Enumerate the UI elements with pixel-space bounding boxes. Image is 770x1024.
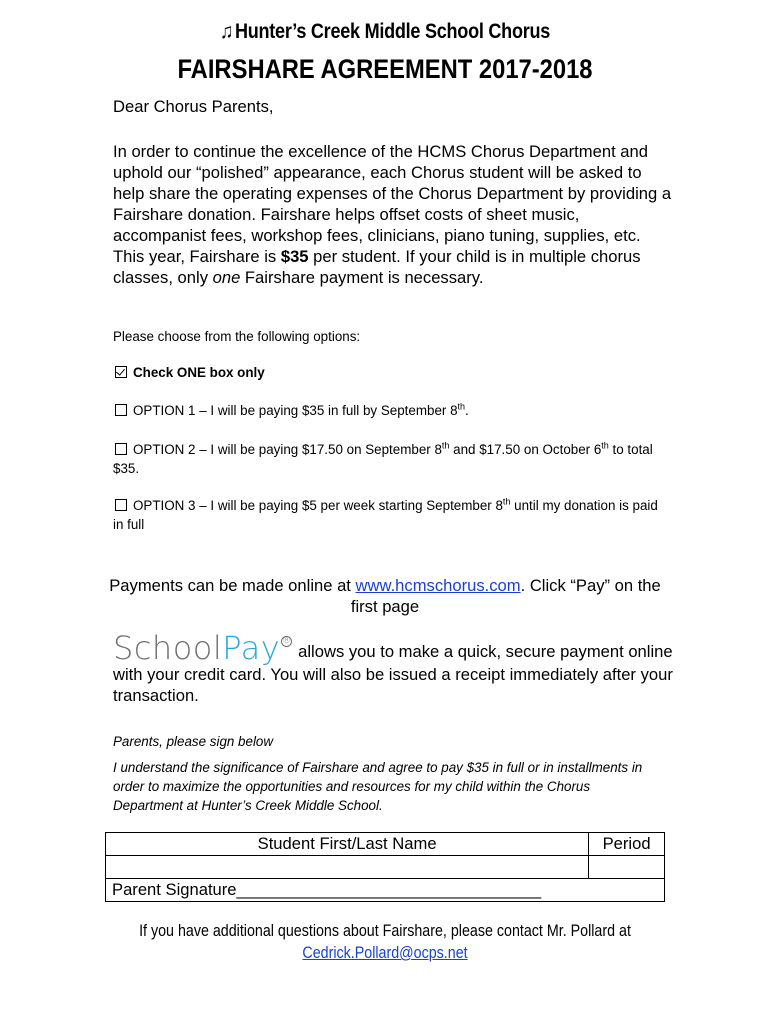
option-3-text-a: OPTION 3 – I will be paying $5 per week starting September 8 bbox=[133, 498, 503, 513]
check-one-text: Check ONE box only bbox=[133, 365, 265, 380]
registered-icon: ® bbox=[282, 636, 292, 646]
greeting: Dear Chorus Parents, bbox=[113, 97, 274, 116]
option-2-checkbox[interactable] bbox=[115, 443, 127, 455]
email-link[interactable]: Cedrick.Pollard@ocps.net bbox=[302, 943, 468, 962]
fairshare-amount: $35 bbox=[280, 247, 309, 266]
option-3-checkbox[interactable] bbox=[115, 499, 127, 511]
option-1-text: OPTION 1 – I will be paying $35 in full by September 8 bbox=[133, 403, 458, 418]
agreement-statement: I understand the significance of Fairshare and agree to pay $35 in full or in installments in order to maximize the opportunities and resources for my child within the Chorus Department at Hunter’s Creek Middle School. bbox=[113, 760, 643, 813]
footer-contact bbox=[54, 920, 716, 964]
table-row bbox=[106, 879, 665, 902]
option-2 bbox=[113, 440, 658, 478]
school-name-heading bbox=[54, 20, 716, 44]
option-3-text-b: until my donation is paid in full bbox=[113, 498, 658, 532]
schoolpay-logo-school: School bbox=[113, 629, 223, 667]
student-name-header: Student First/Last Name bbox=[106, 833, 589, 856]
table-row bbox=[106, 833, 665, 856]
option-1-sup: th bbox=[457, 401, 466, 412]
schoolpay-info bbox=[113, 629, 673, 706]
sign-below-label: Parents, please sign below bbox=[113, 734, 274, 749]
intro-text-1: In order to continue the excellence of the HCMS Chorus Department and uphold our “polished” appearance, each Chorus student will be asked to help share the operating expenses of the Chorus Department by providing a Fairshare donation. Fairshare helps offset costs of sheet music, accompanist fees, workshop fees, clinicians, piano tuning, supplies, etc. This year, Fairshare is bbox=[113, 142, 672, 266]
intro-text-3: Fairshare payment is necessary. bbox=[240, 268, 484, 287]
option-2-sup-b: th bbox=[601, 440, 609, 451]
footer-contact-text: If you have additional questions about Fairshare, please contact Mr. Pollard at bbox=[139, 921, 631, 940]
option-3 bbox=[113, 496, 658, 534]
parent-signature-field[interactable]: Parent Signature_________________________________ bbox=[106, 879, 665, 902]
option-2-text-a: OPTION 2 – I will be paying $17.50 on September 8 bbox=[133, 442, 442, 457]
option-1-end: . bbox=[465, 403, 469, 418]
period-field[interactable] bbox=[589, 856, 665, 879]
option-2-text-b: and $17.50 on October 6 bbox=[449, 442, 602, 457]
intro-text-2: per student. If your child is in multiple chorus classes, only bbox=[113, 247, 641, 287]
hcmschorus-link[interactable]: www.hcmschorus.com bbox=[355, 576, 521, 595]
school-name-text: Hunter’s Creek Middle School Chorus bbox=[234, 20, 551, 43]
intro-paragraph bbox=[113, 141, 673, 288]
option-2-text-c: to total $35. bbox=[113, 442, 653, 476]
payments-text-before: Payments can be made online at bbox=[109, 576, 356, 595]
schoolpay-description: allows you to make a quick, secure payment online with your credit card. You will also be issued a receipt immediately after your transaction. bbox=[113, 642, 673, 705]
intro-emphasis-one: one bbox=[212, 268, 241, 287]
page-title: FAIRSHARE AGREEMENT 2017-2018 bbox=[177, 54, 593, 84]
student-name-field[interactable] bbox=[106, 856, 589, 879]
schoolpay-logo-pay: Pay bbox=[222, 629, 281, 667]
schoolpay-logo bbox=[113, 629, 292, 667]
checked-checkbox-icon bbox=[115, 366, 127, 378]
table-row bbox=[106, 856, 665, 879]
payments-info bbox=[100, 575, 670, 617]
check-one-instruction bbox=[113, 363, 658, 382]
music-note-icon: ♫ bbox=[219, 20, 234, 43]
signature-table bbox=[105, 832, 665, 902]
payments-text-after: . Click “Pay” on the first page bbox=[350, 576, 661, 616]
options-prompt: Please choose from the following options: bbox=[113, 329, 361, 344]
option-1 bbox=[113, 401, 658, 420]
option-3-sup: th bbox=[502, 496, 511, 507]
option-2-sup-a: th bbox=[441, 440, 450, 451]
option-1-checkbox[interactable] bbox=[115, 404, 127, 416]
period-header: Period bbox=[589, 833, 665, 856]
